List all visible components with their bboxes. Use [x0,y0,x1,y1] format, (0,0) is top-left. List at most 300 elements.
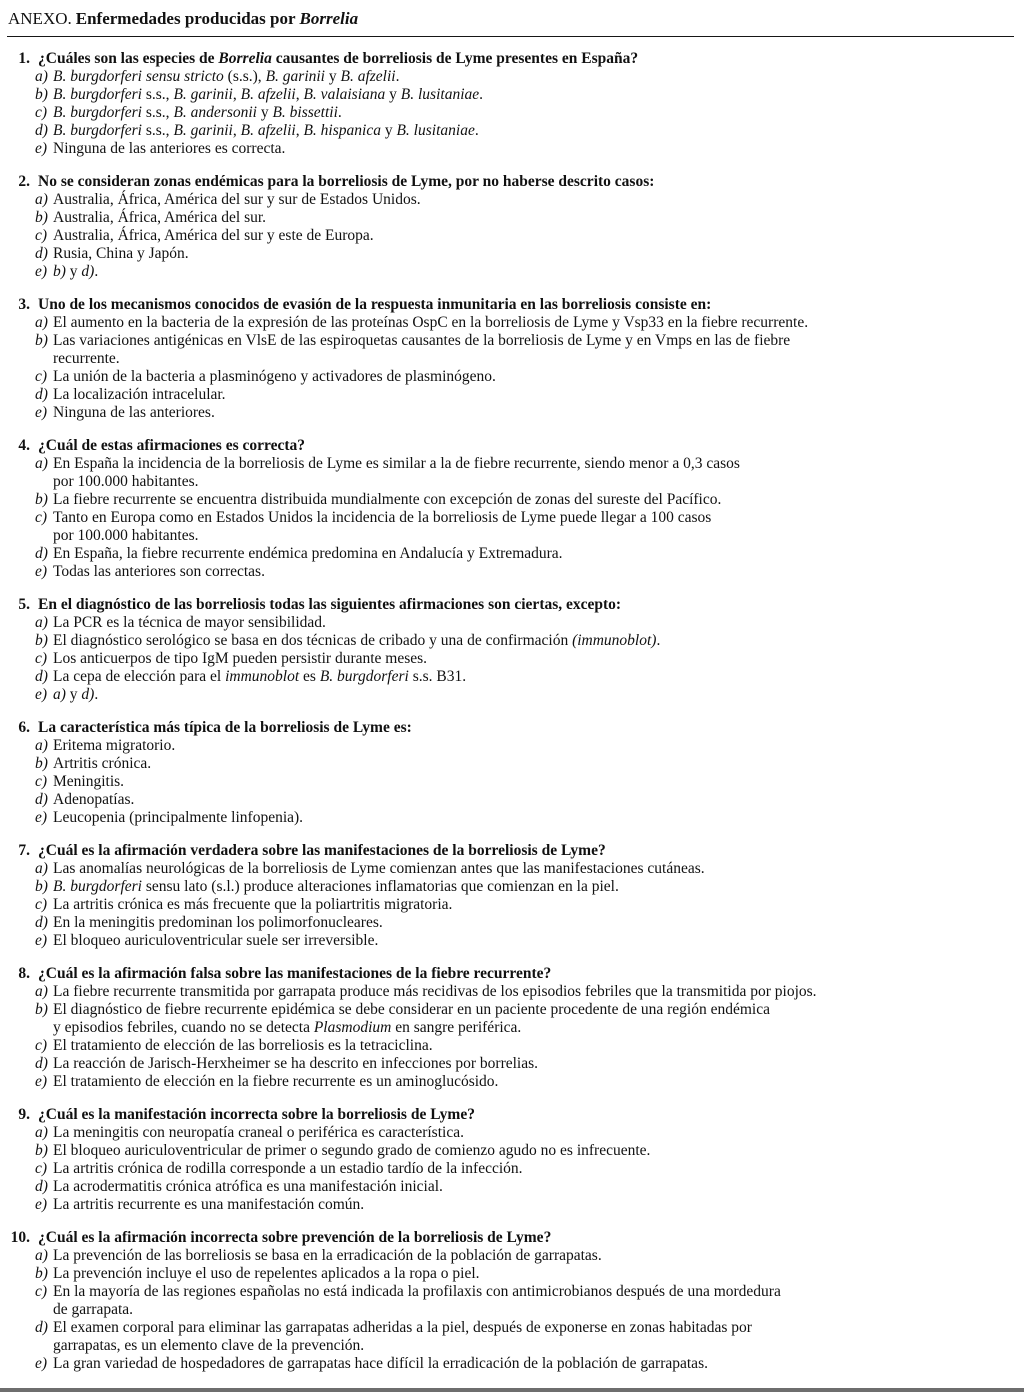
answer-option [35,386,1014,404]
answer-option [35,1283,1014,1319]
option-letter: c) [35,368,48,385]
text-segment: La fiebre recurrente transmitida por garrapata produce más recidivas de los episodios febriles que la transmitida por piojos. [53,983,817,1000]
text-segment: No se consideran zonas endémicas para la borreliosis de Lyme, por no haberse descrito casos: [38,173,655,190]
text-segment: B. valaisiana [303,86,386,103]
question-prompt [38,1106,1014,1124]
text-segment: El diagnóstico de fiebre recurrente epidémica se debe considerar en un paciente procedente de una región endémica [53,1001,770,1018]
text-segment: ¿Cuál es la manifestación incorrecta sobre la borreliosis de Lyme? [38,1106,475,1123]
text-segment: El tratamiento de elección de las borreliosis es la tetraciclina. [53,1037,433,1054]
answer-option [35,455,1014,491]
answer-option [35,1037,1014,1055]
question-body [35,173,1014,281]
option-letter: d) [35,245,48,262]
text-segment: . [479,86,484,103]
option-text [53,614,1014,632]
answer-option [35,368,1014,386]
text-segment: B. bissettii [272,104,338,121]
text-segment: . [94,263,99,280]
text-segment: B. garinii [173,86,233,103]
option-letter: b) [35,332,48,349]
option-letter: c) [35,896,48,913]
answer-option [35,209,1014,227]
answer-option [35,509,1014,545]
options-list [35,1124,1014,1214]
answer-option [35,1265,1014,1283]
text-segment: y [324,68,341,85]
option-letter: e) [35,1073,48,1090]
text-segment: Todas las anteriores son correctas. [53,563,265,580]
option-text [53,122,1014,140]
option-text [53,68,1014,86]
text-segment: Leucopenia (principalmente linfopenia). [53,809,304,826]
answer-option [35,914,1014,932]
text-segment: Tanto en Europa como en Estados Unidos la incidencia de la borreliosis de Lyme puede llegar a 100 casos [53,509,712,526]
text-segment: . [474,122,479,139]
answer-option [35,668,1014,686]
text-segment: (s.s.), [223,68,266,85]
option-letter: c) [35,1160,48,1177]
answer-option [35,140,1014,158]
option-text [53,140,1014,158]
text-segment: a) [53,686,66,703]
document-header [8,8,1014,29]
option-letter: e) [35,263,48,280]
answer-option [35,983,1014,1001]
text-segment: B. afzelii [340,68,396,85]
option-text [53,878,1014,896]
question-number: 8. [18,965,30,982]
text-segment: d) [81,686,95,703]
text-segment: B. hispanica [303,122,381,139]
answer-option [35,791,1014,809]
text-segment: Ninguna de las anteriores. [53,404,215,421]
answer-option [35,1055,1014,1073]
option-text [53,491,1014,509]
option-text [53,1178,1014,1196]
answer-option [35,1319,1014,1355]
text-segment: es [299,668,320,685]
text-segment: En el diagnóstico de las borreliosis todas las siguientes afirmaciones son ciertas, excepto: [38,596,622,613]
question-body [35,50,1014,158]
text-segment: ¿Cuál es la afirmación incorrecta sobre prevención de la borreliosis de Lyme? [38,1229,552,1246]
text-segment: ¿Cuál es la afirmación verdadera sobre las manifestaciones de la borreliosis de Lyme? [38,842,606,859]
question-prompt [38,965,1014,983]
text-segment: La artritis crónica de rodilla corresponde a un estadio tardío de la infección. [53,1160,523,1177]
option-text [53,545,1014,563]
option-text [53,263,1014,281]
question [7,1229,1014,1373]
answer-option [35,563,1014,581]
text-segment: El diagnóstico serológico se basa en dos técnicas de cribado y una de confirmación [53,632,573,649]
text-segment: y [65,263,82,280]
option-text [53,1073,1014,1091]
answer-option [35,1142,1014,1160]
option-text [53,209,1014,227]
text-segment: B. garinii [265,68,325,85]
question-number: 3. [18,296,30,313]
option-text [53,668,1014,686]
text-segment: s.s., [141,104,174,121]
question-number: 10. [10,1229,30,1246]
answer-option [35,332,1014,368]
options-list [35,860,1014,950]
option-text [53,686,1014,704]
option-letter: b) [35,1142,48,1159]
option-letter: c) [35,509,48,526]
options-list [35,455,1014,581]
answer-option [35,896,1014,914]
answer-option [35,86,1014,104]
question-prompt [38,173,1014,191]
question-number: 4. [18,437,30,454]
options-list [35,614,1014,704]
question-list [7,50,1014,1373]
text-segment: La prevención incluye el uso de repelentes aplicados a la ropa o piel. [53,1265,480,1282]
text-segment: Artritis crónica. [53,755,152,772]
option-text [53,1001,1014,1037]
answer-option [35,932,1014,950]
option-letter: e) [35,932,48,949]
text-segment: . [656,632,661,649]
option-letter: c) [35,1283,48,1300]
text-segment: La gran variedad de hospedadores de garrapatas hace difícil la erradicación de la población de garrapatas. [53,1355,708,1372]
text-segment: Rusia, China y Japón. [53,245,189,262]
answer-option [35,122,1014,140]
option-letter: b) [35,755,48,772]
text-segment: recurrente. [53,350,120,367]
answer-option [35,104,1014,122]
text-segment: y [380,122,397,139]
text-segment: B. burgdorferi [53,878,142,895]
answer-option [35,314,1014,332]
question-body [35,1106,1014,1214]
option-text [53,1355,1014,1373]
answer-option [35,404,1014,422]
text-segment: . [395,68,400,85]
option-letter: e) [35,809,48,826]
text-segment: El aumento en la bacteria de la expresión de las proteínas OspC en la borreliosis de Lyme y Vsp33 en la fiebre recurrente. [53,314,809,331]
option-letter: e) [35,1355,48,1372]
option-text [53,1160,1014,1178]
answer-option [35,737,1014,755]
text-segment: Borrelia [218,50,272,67]
question-number: 2. [18,173,30,190]
text-segment: B. afzelii [240,86,296,103]
option-text [53,860,1014,878]
text-segment: sensu lato (s.l.) produce alteraciones inflamatorias que comienzan en la piel. [141,878,619,895]
option-text [53,896,1014,914]
option-text [53,632,1014,650]
question-number: 6. [18,719,30,736]
option-letter: c) [35,773,48,790]
option-letter: d) [35,1178,48,1195]
option-letter: b) [35,491,48,508]
text-segment: La fiebre recurrente se encuentra distribuida mundialmente con excepción de zonas del sureste del Pacífico. [53,491,722,508]
option-letter: e) [35,563,48,580]
text-segment: de garrapata. [53,1301,134,1318]
option-text [53,386,1014,404]
text-segment: ¿Cuáles son las especies de [38,50,219,67]
option-letter: c) [35,1037,48,1054]
text-segment: La reacción de Jarisch-Herxheimer se ha descrito en infecciones por borrelias. [53,1055,539,1072]
answer-option [35,878,1014,896]
answer-option [35,245,1014,263]
question-body [35,437,1014,581]
answer-option [35,227,1014,245]
text-segment: Adenopatías. [53,791,135,808]
option-text [53,773,1014,791]
options-list [35,983,1014,1091]
option-text [53,1196,1014,1214]
option-letter: a) [35,614,48,631]
option-text [53,404,1014,422]
text-segment: causantes de borreliosis de Lyme presentes en España? [271,50,639,67]
text-segment: La prevención de las borreliosis se basa en la erradicación de la población de garrapatas. [53,1247,602,1264]
question [7,437,1014,581]
text-segment: La artritis recurrente es una manifestación común. [53,1196,365,1213]
option-text [53,227,1014,245]
text-segment: Australia, África, América del sur. [53,209,267,226]
text-segment: B. afzelii [240,122,296,139]
text-segment: ¿Cuál es la afirmación falsa sobre las manifestaciones de la fiebre recurrente? [38,965,552,982]
text-segment: B. lusitaniae [396,122,475,139]
option-letter: e) [35,1196,48,1213]
answer-option [35,191,1014,209]
option-text [53,809,1014,827]
text-segment: B. burgdorferi [319,668,409,685]
option-letter: b) [35,878,48,895]
text-segment: La PCR es la técnica de mayor sensibilidad. [53,614,326,631]
option-letter: a) [35,860,48,877]
option-text [53,791,1014,809]
answer-option [35,755,1014,773]
option-letter: a) [35,455,48,472]
option-text [53,86,1014,104]
option-text [53,1283,1014,1319]
text-segment: s.s. B31. [408,668,467,685]
text-segment: La acrodermatitis crónica atrófica es una manifestación inicial. [53,1178,443,1195]
question [7,965,1014,1091]
option-text [53,983,1014,1001]
option-text [53,1265,1014,1283]
question [7,50,1014,158]
header-rule [7,36,1014,37]
option-letter: b) [35,632,48,649]
header-title: Enfermedades producidas por [75,9,296,28]
text-segment: y [65,686,82,703]
text-segment: por 100.000 habitantes. [53,527,199,544]
option-text [53,104,1014,122]
option-text [53,914,1014,932]
answer-option [35,1178,1014,1196]
question [7,719,1014,827]
text-segment: (immunoblot) [572,632,657,649]
text-segment: ¿Cuál de estas afirmaciones es correcta? [38,437,306,454]
answer-option [35,1196,1014,1214]
text-segment: y [256,104,273,121]
option-text [53,1142,1014,1160]
option-text [53,332,1014,368]
answer-option [35,263,1014,281]
option-letter: b) [35,86,48,103]
text-segment: y episodios febriles, cuando no se detecta [53,1019,314,1036]
text-segment: En España, la fiebre recurrente endémica predomina en Andalucía y Extremadura. [53,545,563,562]
answer-option [35,1124,1014,1142]
answer-option [35,491,1014,509]
text-segment: Las anomalías neurológicas de la borreliosis de Lyme comienzan antes que las manifestaciones cutáneas. [53,860,705,877]
text-segment: garrapatas, es un elemento clave de la prevención. [53,1337,365,1354]
question-body [35,965,1014,1091]
text-segment: , [295,122,304,139]
answer-option [35,860,1014,878]
text-segment: d) [81,263,95,280]
text-segment: por 100.000 habitantes. [53,473,199,490]
text-segment: La artritis crónica es más frecuente que la poliartritis migratoria. [53,896,453,913]
option-text [53,755,1014,773]
option-text [53,1124,1014,1142]
option-letter: e) [35,686,48,703]
question [7,296,1014,422]
question-prompt [38,596,1014,614]
question-prompt [38,437,1014,455]
answer-option [35,650,1014,668]
option-text [53,1055,1014,1073]
text-segment: B. andersonii [173,104,257,121]
option-text [53,314,1014,332]
header-title-species: Borrelia [299,9,359,28]
text-segment: immunoblot [225,668,300,685]
text-segment: La característica más típica de la borreliosis de Lyme es: [38,719,412,736]
options-list [35,68,1014,158]
option-letter: c) [35,104,48,121]
text-segment: En la meningitis predominan los polimorfonucleares. [53,914,383,931]
option-letter: b) [35,209,48,226]
option-text [53,932,1014,950]
option-letter: a) [35,737,48,754]
option-letter: d) [35,386,48,403]
option-letter: d) [35,914,48,931]
text-segment: . [337,104,342,121]
answer-option [35,1160,1014,1178]
option-text [53,737,1014,755]
text-segment: En la mayoría de las regiones españolas no está indicada la profilaxis con antimicrobianos después de una mordedura [53,1283,781,1300]
answer-option [35,1073,1014,1091]
text-segment: El bloqueo auriculoventricular suele ser irreversible. [53,932,379,949]
question-number: 1. [18,50,30,67]
option-text [53,1037,1014,1055]
text-segment: Los anticuerpos de tipo IgM pueden persistir durante meses. [53,650,428,667]
question [7,173,1014,281]
option-text [53,509,1014,545]
bottom-rule [0,1388,1024,1392]
text-segment: Australia, África, América del sur y sur de Estados Unidos. [53,191,421,208]
question [7,842,1014,950]
option-text [53,650,1014,668]
option-letter: c) [35,650,48,667]
option-text [53,455,1014,491]
answer-option [35,1001,1014,1037]
option-letter: e) [35,404,48,421]
option-letter: b) [35,1265,48,1282]
option-letter: d) [35,545,48,562]
option-letter: c) [35,227,48,244]
answer-option [35,1247,1014,1265]
option-letter: d) [35,1319,48,1336]
answer-option [35,614,1014,632]
option-letter: d) [35,122,48,139]
question [7,596,1014,704]
question-prompt [38,296,1014,314]
text-segment: Eritema migratorio. [53,737,176,754]
options-list [35,1247,1014,1373]
option-text [53,563,1014,581]
question-number: 7. [18,842,30,859]
text-segment: s.s., [141,122,174,139]
text-segment: La unión de la bacteria a plasminógeno y activadores de plasminógeno. [53,368,496,385]
question-prompt [38,50,1014,68]
text-segment: s.s., [141,86,174,103]
option-letter: a) [35,314,48,331]
question [7,1106,1014,1214]
text-segment: El tratamiento de elección en la fiebre recurrente es un aminoglucósido. [53,1073,499,1090]
option-letter: d) [35,668,48,685]
text-segment: B. garinii [173,122,233,139]
question-prompt [38,1229,1014,1247]
option-letter: b) [35,1001,48,1018]
option-letter: a) [35,68,48,85]
question-body [35,596,1014,704]
options-list [35,737,1014,827]
options-list [35,191,1014,281]
text-segment: La cepa de elección para el [53,668,226,685]
options-list [35,314,1014,422]
option-letter: a) [35,1247,48,1264]
answer-option [35,1355,1014,1373]
question-number: 5. [18,596,30,613]
text-segment: La localización intracelular. [53,386,226,403]
text-segment: y [385,86,401,103]
text-segment: , [232,86,241,103]
answer-option [35,632,1014,650]
option-letter: a) [35,191,48,208]
text-segment: Meningitis. [53,773,125,790]
text-segment: En España la incidencia de la borreliosis de Lyme es similar a la de fiebre recurrente, siendo menor a 0,3 casos [53,455,740,472]
text-segment: B. burgdorferi [53,104,142,121]
text-segment: Las variaciones antigénicas en VlsE de las espiroquetas causantes de la borreliosis de Lyme y en Vmps en las de fiebre [53,332,791,349]
question-body [35,296,1014,422]
text-segment: en sangre periférica. [391,1019,522,1036]
option-text [53,368,1014,386]
text-segment: El bloqueo auriculoventricular de primer o segundo grado de comienzo agudo no es infrecuente. [53,1142,651,1159]
text-segment: , [295,86,304,103]
text-segment: Uno de los mecanismos conocidos de evasión de la respuesta inmunitaria en las borreliosis consiste en: [38,296,712,313]
option-text [53,191,1014,209]
text-segment: b) [53,263,66,280]
answer-option [35,809,1014,827]
answer-option [35,686,1014,704]
text-segment: , [232,122,241,139]
header-prefix: ANEXO. [8,9,72,28]
option-letter: a) [35,1124,48,1141]
text-segment: . [94,686,99,703]
option-letter: d) [35,791,48,808]
text-segment: La meningitis con neuropatía craneal o periférica es característica. [53,1124,464,1141]
question-prompt [38,719,1014,737]
question-number: 9. [18,1106,30,1123]
question-body [35,842,1014,950]
text-segment: B. lusitaniae [400,86,480,103]
text-segment: B. burgdorferi [53,122,142,139]
